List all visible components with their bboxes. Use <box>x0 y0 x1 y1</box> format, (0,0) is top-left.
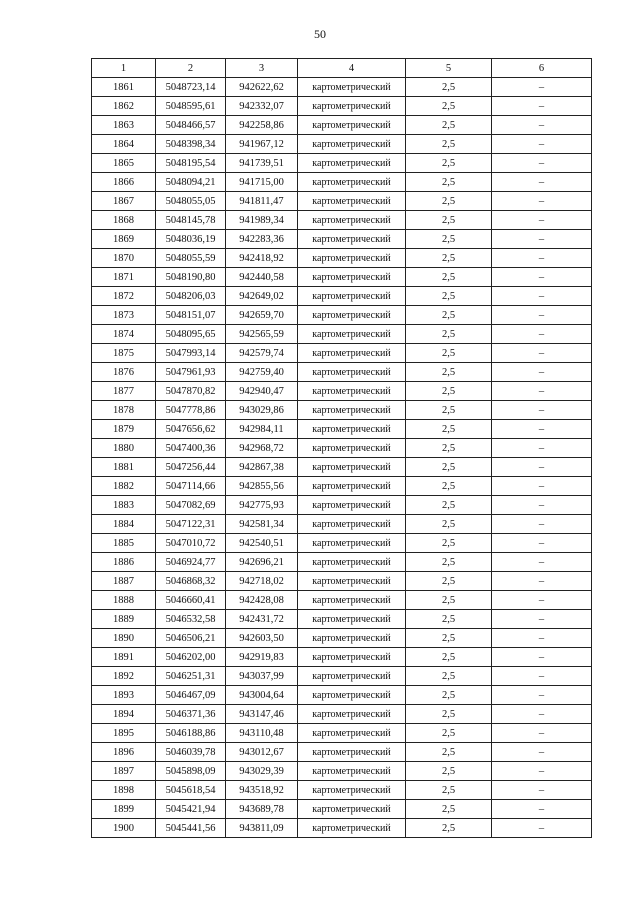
method-cell: картометрический <box>298 173 406 192</box>
table-header <box>92 59 592 78</box>
method-cell: картометрический <box>298 192 406 211</box>
method-cell: картометрический <box>298 230 406 249</box>
y-coordinate-cell: 943518,92 <box>226 781 298 800</box>
note-cell: – <box>492 154 592 173</box>
x-coordinate-cell: 5048595,61 <box>156 97 226 116</box>
method-cell: картометрический <box>298 667 406 686</box>
accuracy-cell: 2,5 <box>406 192 492 211</box>
table-row <box>92 762 592 781</box>
table-row <box>92 705 592 724</box>
table-row <box>92 420 592 439</box>
method-cell: картометрический <box>298 116 406 135</box>
note-cell: – <box>492 116 592 135</box>
point-number-cell: 1887 <box>92 572 156 591</box>
point-number-cell: 1880 <box>92 439 156 458</box>
point-number-cell: 1870 <box>92 249 156 268</box>
table-row <box>92 173 592 192</box>
y-coordinate-cell: 942283,36 <box>226 230 298 249</box>
method-cell: картометрический <box>298 382 406 401</box>
note-cell: – <box>492 439 592 458</box>
note-cell: – <box>492 686 592 705</box>
accuracy-cell: 2,5 <box>406 382 492 401</box>
table-row <box>92 591 592 610</box>
y-coordinate-cell: 941715,00 <box>226 173 298 192</box>
table-row <box>92 344 592 363</box>
method-cell: картометрический <box>298 78 406 97</box>
y-coordinate-cell: 942940,47 <box>226 382 298 401</box>
method-cell: картометрический <box>298 420 406 439</box>
y-coordinate-cell: 941739,51 <box>226 154 298 173</box>
point-number-cell: 1878 <box>92 401 156 420</box>
method-cell: картометрический <box>298 515 406 534</box>
x-coordinate-cell: 5048094,21 <box>156 173 226 192</box>
x-coordinate-cell: 5046202,00 <box>156 648 226 667</box>
accuracy-cell: 2,5 <box>406 173 492 192</box>
method-cell: картометрический <box>298 800 406 819</box>
y-coordinate-cell: 942759,40 <box>226 363 298 382</box>
table-row <box>92 249 592 268</box>
note-cell: – <box>492 572 592 591</box>
accuracy-cell: 2,5 <box>406 325 492 344</box>
accuracy-cell: 2,5 <box>406 401 492 420</box>
table-row <box>92 458 592 477</box>
y-coordinate-cell: 941967,12 <box>226 135 298 154</box>
note-cell: – <box>492 211 592 230</box>
accuracy-cell: 2,5 <box>406 705 492 724</box>
note-cell: – <box>492 534 592 553</box>
x-coordinate-cell: 5046532,58 <box>156 610 226 629</box>
note-cell: – <box>492 192 592 211</box>
point-number-cell: 1866 <box>92 173 156 192</box>
point-number-cell: 1863 <box>92 116 156 135</box>
column-header: 4 <box>298 59 406 78</box>
y-coordinate-cell: 943012,67 <box>226 743 298 762</box>
y-coordinate-cell: 942418,92 <box>226 249 298 268</box>
y-coordinate-cell: 942696,21 <box>226 553 298 572</box>
y-coordinate-cell: 943029,86 <box>226 401 298 420</box>
method-cell: картометрический <box>298 268 406 287</box>
y-coordinate-cell: 942431,72 <box>226 610 298 629</box>
table-row <box>92 268 592 287</box>
method-cell: картометрический <box>298 154 406 173</box>
table-row <box>92 116 592 135</box>
point-number-cell: 1876 <box>92 363 156 382</box>
x-coordinate-cell: 5048145,78 <box>156 211 226 230</box>
table-row <box>92 325 592 344</box>
accuracy-cell: 2,5 <box>406 553 492 572</box>
y-coordinate-cell: 942649,02 <box>226 287 298 306</box>
header-row <box>92 59 592 78</box>
y-coordinate-cell: 943689,78 <box>226 800 298 819</box>
table-row <box>92 382 592 401</box>
x-coordinate-cell: 5048398,34 <box>156 135 226 154</box>
method-cell: картометрический <box>298 97 406 116</box>
table-row <box>92 477 592 496</box>
note-cell: – <box>492 629 592 648</box>
x-coordinate-cell: 5047122,31 <box>156 515 226 534</box>
table-row <box>92 629 592 648</box>
x-coordinate-cell: 5048055,59 <box>156 249 226 268</box>
note-cell: – <box>492 287 592 306</box>
accuracy-cell: 2,5 <box>406 800 492 819</box>
method-cell: картометрический <box>298 705 406 724</box>
table-row <box>92 363 592 382</box>
table-row <box>92 439 592 458</box>
accuracy-cell: 2,5 <box>406 344 492 363</box>
point-number-cell: 1872 <box>92 287 156 306</box>
accuracy-cell: 2,5 <box>406 686 492 705</box>
accuracy-cell: 2,5 <box>406 629 492 648</box>
method-cell: картометрический <box>298 629 406 648</box>
y-coordinate-cell: 942622,62 <box>226 78 298 97</box>
accuracy-cell: 2,5 <box>406 268 492 287</box>
accuracy-cell: 2,5 <box>406 724 492 743</box>
point-number-cell: 1864 <box>92 135 156 154</box>
table-row <box>92 781 592 800</box>
table-row <box>92 686 592 705</box>
x-coordinate-cell: 5047778,86 <box>156 401 226 420</box>
x-coordinate-cell: 5048195,54 <box>156 154 226 173</box>
x-coordinate-cell: 5046506,21 <box>156 629 226 648</box>
table-row <box>92 800 592 819</box>
y-coordinate-cell: 943037,99 <box>226 667 298 686</box>
y-coordinate-cell: 942565,59 <box>226 325 298 344</box>
point-number-cell: 1869 <box>92 230 156 249</box>
x-coordinate-cell: 5047082,69 <box>156 496 226 515</box>
method-cell: картометрический <box>298 344 406 363</box>
x-coordinate-cell: 5046188,86 <box>156 724 226 743</box>
point-number-cell: 1881 <box>92 458 156 477</box>
note-cell: – <box>492 249 592 268</box>
y-coordinate-cell: 942603,50 <box>226 629 298 648</box>
note-cell: – <box>492 78 592 97</box>
table-row <box>92 97 592 116</box>
method-cell: картометрический <box>298 648 406 667</box>
accuracy-cell: 2,5 <box>406 591 492 610</box>
y-coordinate-cell: 942332,07 <box>226 97 298 116</box>
note-cell: – <box>492 648 592 667</box>
point-number-cell: 1894 <box>92 705 156 724</box>
table-row <box>92 78 592 97</box>
note-cell: – <box>492 325 592 344</box>
method-cell: картометрический <box>298 591 406 610</box>
x-coordinate-cell: 5046039,78 <box>156 743 226 762</box>
table-row <box>92 135 592 154</box>
method-cell: картометрический <box>298 458 406 477</box>
accuracy-cell: 2,5 <box>406 477 492 496</box>
x-coordinate-cell: 5048723,14 <box>156 78 226 97</box>
note-cell: – <box>492 553 592 572</box>
method-cell: картометрический <box>298 724 406 743</box>
method-cell: картометрический <box>298 819 406 838</box>
table-row <box>92 743 592 762</box>
x-coordinate-cell: 5048036,19 <box>156 230 226 249</box>
method-cell: картометрический <box>298 211 406 230</box>
note-cell: – <box>492 420 592 439</box>
point-number-cell: 1886 <box>92 553 156 572</box>
accuracy-cell: 2,5 <box>406 648 492 667</box>
table-row <box>92 306 592 325</box>
x-coordinate-cell: 5047010,72 <box>156 534 226 553</box>
table-row <box>92 515 592 534</box>
y-coordinate-cell: 942258,86 <box>226 116 298 135</box>
table-row <box>92 154 592 173</box>
accuracy-cell: 2,5 <box>406 78 492 97</box>
table-row <box>92 667 592 686</box>
table-row <box>92 819 592 838</box>
note-cell: – <box>492 800 592 819</box>
method-cell: картометрический <box>298 496 406 515</box>
column-header: 6 <box>492 59 592 78</box>
accuracy-cell: 2,5 <box>406 667 492 686</box>
x-coordinate-cell: 5047961,93 <box>156 363 226 382</box>
point-number-cell: 1898 <box>92 781 156 800</box>
point-number-cell: 1865 <box>92 154 156 173</box>
note-cell: – <box>492 135 592 154</box>
point-number-cell: 1868 <box>92 211 156 230</box>
accuracy-cell: 2,5 <box>406 515 492 534</box>
y-coordinate-cell: 942984,11 <box>226 420 298 439</box>
table-row <box>92 648 592 667</box>
y-coordinate-cell: 942718,02 <box>226 572 298 591</box>
accuracy-cell: 2,5 <box>406 458 492 477</box>
method-cell: картометрический <box>298 363 406 382</box>
y-coordinate-cell: 942440,58 <box>226 268 298 287</box>
x-coordinate-cell: 5047114,66 <box>156 477 226 496</box>
table-row <box>92 534 592 553</box>
note-cell: – <box>492 667 592 686</box>
note-cell: – <box>492 762 592 781</box>
point-number-cell: 1867 <box>92 192 156 211</box>
column-header: 2 <box>156 59 226 78</box>
column-header: 3 <box>226 59 298 78</box>
accuracy-cell: 2,5 <box>406 116 492 135</box>
accuracy-cell: 2,5 <box>406 781 492 800</box>
point-number-cell: 1882 <box>92 477 156 496</box>
method-cell: картометрический <box>298 743 406 762</box>
accuracy-cell: 2,5 <box>406 211 492 230</box>
point-number-cell: 1889 <box>92 610 156 629</box>
method-cell: картометрический <box>298 287 406 306</box>
y-coordinate-cell: 943004,64 <box>226 686 298 705</box>
point-number-cell: 1895 <box>92 724 156 743</box>
x-coordinate-cell: 5046868,32 <box>156 572 226 591</box>
note-cell: – <box>492 477 592 496</box>
note-cell: – <box>492 743 592 762</box>
accuracy-cell: 2,5 <box>406 154 492 173</box>
note-cell: – <box>492 173 592 192</box>
accuracy-cell: 2,5 <box>406 743 492 762</box>
column-header: 5 <box>406 59 492 78</box>
table-row <box>92 192 592 211</box>
note-cell: – <box>492 306 592 325</box>
point-number-cell: 1879 <box>92 420 156 439</box>
note-cell: – <box>492 781 592 800</box>
method-cell: картометрический <box>298 325 406 344</box>
x-coordinate-cell: 5048466,57 <box>156 116 226 135</box>
method-cell: картометрический <box>298 781 406 800</box>
table-row <box>92 401 592 420</box>
x-coordinate-cell: 5047656,62 <box>156 420 226 439</box>
table-row <box>92 496 592 515</box>
y-coordinate-cell: 943110,48 <box>226 724 298 743</box>
note-cell: – <box>492 705 592 724</box>
table-row <box>92 553 592 572</box>
note-cell: – <box>492 401 592 420</box>
x-coordinate-cell: 5048190,80 <box>156 268 226 287</box>
page-number: 50 <box>314 27 326 41</box>
point-number-cell: 1897 <box>92 762 156 781</box>
accuracy-cell: 2,5 <box>406 439 492 458</box>
table-body <box>92 78 592 838</box>
note-cell: – <box>492 819 592 838</box>
point-number-cell: 1891 <box>92 648 156 667</box>
y-coordinate-cell: 941989,34 <box>226 211 298 230</box>
point-number-cell: 1874 <box>92 325 156 344</box>
accuracy-cell: 2,5 <box>406 306 492 325</box>
table-row <box>92 572 592 591</box>
method-cell: картометрический <box>298 306 406 325</box>
point-number-cell: 1892 <box>92 667 156 686</box>
accuracy-cell: 2,5 <box>406 420 492 439</box>
y-coordinate-cell: 942968,72 <box>226 439 298 458</box>
point-number-cell: 1873 <box>92 306 156 325</box>
point-number-cell: 1884 <box>92 515 156 534</box>
accuracy-cell: 2,5 <box>406 97 492 116</box>
y-coordinate-cell: 942919,83 <box>226 648 298 667</box>
x-coordinate-cell: 5046371,36 <box>156 705 226 724</box>
point-number-cell: 1890 <box>92 629 156 648</box>
note-cell: – <box>492 591 592 610</box>
y-coordinate-cell: 942581,34 <box>226 515 298 534</box>
coordinates-table <box>91 58 592 838</box>
y-coordinate-cell: 942775,93 <box>226 496 298 515</box>
accuracy-cell: 2,5 <box>406 762 492 781</box>
x-coordinate-cell: 5046467,09 <box>156 686 226 705</box>
accuracy-cell: 2,5 <box>406 287 492 306</box>
point-number-cell: 1896 <box>92 743 156 762</box>
method-cell: картометрический <box>298 477 406 496</box>
note-cell: – <box>492 97 592 116</box>
method-cell: картометрический <box>298 534 406 553</box>
x-coordinate-cell: 5046924,77 <box>156 553 226 572</box>
x-coordinate-cell: 5046660,41 <box>156 591 226 610</box>
accuracy-cell: 2,5 <box>406 496 492 515</box>
point-number-cell: 1861 <box>92 78 156 97</box>
y-coordinate-cell: 942867,38 <box>226 458 298 477</box>
y-coordinate-cell: 942540,51 <box>226 534 298 553</box>
note-cell: – <box>492 230 592 249</box>
x-coordinate-cell: 5045421,94 <box>156 800 226 819</box>
accuracy-cell: 2,5 <box>406 610 492 629</box>
x-coordinate-cell: 5047993,14 <box>156 344 226 363</box>
x-coordinate-cell: 5045618,54 <box>156 781 226 800</box>
x-coordinate-cell: 5045898,09 <box>156 762 226 781</box>
note-cell: – <box>492 610 592 629</box>
note-cell: – <box>492 268 592 287</box>
method-cell: картометрический <box>298 401 406 420</box>
x-coordinate-cell: 5047256,44 <box>156 458 226 477</box>
y-coordinate-cell: 942579,74 <box>226 344 298 363</box>
x-coordinate-cell: 5048151,07 <box>156 306 226 325</box>
y-coordinate-cell: 942659,70 <box>226 306 298 325</box>
method-cell: картометрический <box>298 553 406 572</box>
accuracy-cell: 2,5 <box>406 572 492 591</box>
point-number-cell: 1875 <box>92 344 156 363</box>
note-cell: – <box>492 496 592 515</box>
accuracy-cell: 2,5 <box>406 534 492 553</box>
point-number-cell: 1883 <box>92 496 156 515</box>
note-cell: – <box>492 515 592 534</box>
y-coordinate-cell: 942855,56 <box>226 477 298 496</box>
point-number-cell: 1899 <box>92 800 156 819</box>
note-cell: – <box>492 344 592 363</box>
accuracy-cell: 2,5 <box>406 363 492 382</box>
method-cell: картометрический <box>298 439 406 458</box>
column-header: 1 <box>92 59 156 78</box>
accuracy-cell: 2,5 <box>406 135 492 154</box>
y-coordinate-cell: 942428,08 <box>226 591 298 610</box>
point-number-cell: 1900 <box>92 819 156 838</box>
table-row <box>92 610 592 629</box>
x-coordinate-cell: 5047870,82 <box>156 382 226 401</box>
table-row <box>92 230 592 249</box>
y-coordinate-cell: 943029,39 <box>226 762 298 781</box>
point-number-cell: 1885 <box>92 534 156 553</box>
point-number-cell: 1871 <box>92 268 156 287</box>
note-cell: – <box>492 724 592 743</box>
point-number-cell: 1893 <box>92 686 156 705</box>
y-coordinate-cell: 943811,09 <box>226 819 298 838</box>
table-row <box>92 287 592 306</box>
x-coordinate-cell: 5048095,65 <box>156 325 226 344</box>
x-coordinate-cell: 5047400,36 <box>156 439 226 458</box>
table-row <box>92 211 592 230</box>
note-cell: – <box>492 363 592 382</box>
method-cell: картометрический <box>298 249 406 268</box>
method-cell: картометрический <box>298 762 406 781</box>
note-cell: – <box>492 382 592 401</box>
accuracy-cell: 2,5 <box>406 249 492 268</box>
x-coordinate-cell: 5048055,05 <box>156 192 226 211</box>
x-coordinate-cell: 5048206,03 <box>156 287 226 306</box>
y-coordinate-cell: 941811,47 <box>226 192 298 211</box>
y-coordinate-cell: 943147,46 <box>226 705 298 724</box>
x-coordinate-cell: 5046251,31 <box>156 667 226 686</box>
method-cell: картометрический <box>298 572 406 591</box>
accuracy-cell: 2,5 <box>406 230 492 249</box>
method-cell: картометрический <box>298 686 406 705</box>
note-cell: – <box>492 458 592 477</box>
x-coordinate-cell: 5045441,56 <box>156 819 226 838</box>
point-number-cell: 1888 <box>92 591 156 610</box>
point-number-cell: 1877 <box>92 382 156 401</box>
point-number-cell: 1862 <box>92 97 156 116</box>
method-cell: картометрический <box>298 610 406 629</box>
method-cell: картометрический <box>298 135 406 154</box>
table-row <box>92 724 592 743</box>
accuracy-cell: 2,5 <box>406 819 492 838</box>
